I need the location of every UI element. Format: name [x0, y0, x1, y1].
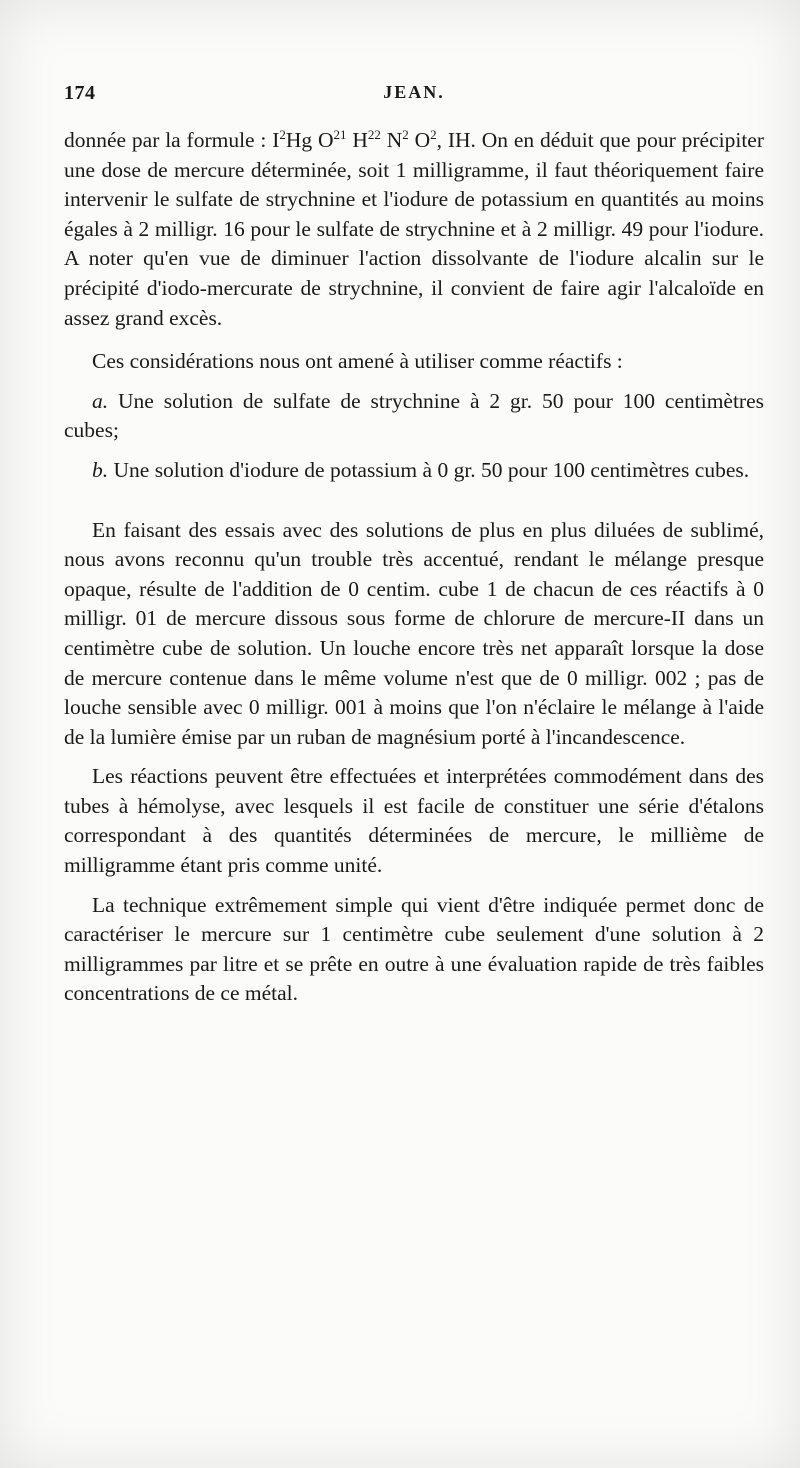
paragraph-formula: donnée par la formule : $I^2Hg$ $O^{21}$ $H^{22}$ $N^2$ $O^2$, IH. On en déduit que pour précipiter une dose de mercure déterminée, soit 1 milligramme, il faut théoriquement faire intervenir le sulfate de strychnine et l'iodure de potassium en quantités au moins égales à 2 milligr. 16 pour le sulfate de strychnine et à 2 milligr. 49 pour l'iodure. A noter qu'en vue de diminuer l'action dissolvante de l'iodure alcalin sur le précipité d'iodo-mercurate de strychnine, il convient de faire agir l'alcaloïde en assez grand excès.: [64, 126, 764, 330]
page-header: [64, 82, 764, 116]
paragraph-dilution-tests: En faisant des essais avec des solutions de plus en plus diluées de sublimé, nous avons reconnu qu'un trouble très accentué, rendant le mélange presque opaque, résulte de l'addition de 0 centim. cube 1 de chacun de ces réactifs à 0 milligr. 01 de mercure dissous sous forme de chlorure de mercure-II dans un centimètre cube de solution. Un louche encore très net apparaît lorsque la dose de mercure contenue dans le même volume n'est que de 0 milligr. 002 ; pas de louche sensible avec 0 milligr. 001 à moins que l'on n'éclaire le mélange à l'aide de la lumière émise par un ruban de magnésium porté à l'incandescence.: [64, 517, 764, 749]
paragraph-reagent-a: a. Une solution de sulfate de strychnine à 2 gr. 50 pour 100 centimètres cubes;: [64, 388, 764, 443]
page-number: 174: [64, 82, 96, 104]
body-text: [64, 126, 764, 1009]
paragraph-reagent-b: b. Une solution d'iodure de potassium à 0 gr. 50 pour 100 centimètres cubes.: [92, 457, 750, 482]
running-head: JEAN.: [383, 82, 445, 102]
paragraph-reagents-intro: Ces considérations nous ont amené à utiliser comme réactifs :: [92, 349, 623, 374]
reagent-b-marker: b.: [92, 457, 109, 482]
paragraph-conclusion: La technique extrêmement simple qui vient d'être indiquée permet donc de caractériser le mercure sur 1 centimètre cube seulement d'une solution à 2 milligrammes par litre et se prête en outre à une évaluation rapide de très faibles concentrations de ce métal.: [64, 892, 764, 1006]
reagent-a-marker: a.: [92, 388, 109, 413]
paragraph-hemolysis-tubes: Les réactions peuvent être effectuées et interprétées commodément dans des tubes à hémolyse, avec lesquels il est facile de constituer une série d'étalons correspondant à des quantités déterminées de mercure, le millième de milligramme étant pris comme unité.: [64, 764, 764, 878]
